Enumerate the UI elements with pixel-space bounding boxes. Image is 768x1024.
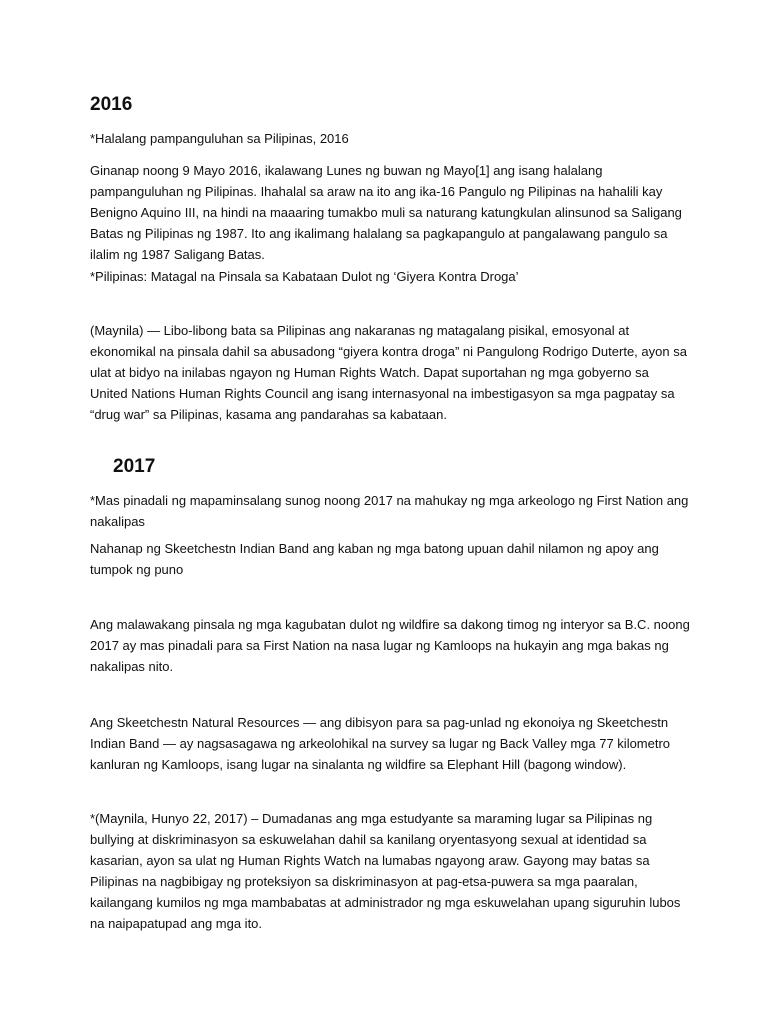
section-heading-drug-war: *Pilipinas: Matagal na Pinsala sa Kabataan Dulot ng ‘Giyera Kontra Droga’ [90, 269, 519, 284]
paragraph-stone-seats: Nahanap ng Skeetchestn Indian Band ang kaban ng mga batong upuan dahil nilamon ng apoy ang tumpok ng puno [90, 541, 659, 577]
paragraph-drug-war: (Maynila) — Libo-libong bata sa Pilipinas ang nakaranas ng matagalang pisikal, emosyonal at ekonomikal na pinsala dahil sa abusadong “giyera kontra droga” ni Pangulong Rodrigo Duterte, ayon sa ulat at bidyo na inilabas ngayon ng Human Rights Watch. Dapat suportahan ng mga gobyerno sa United Nations Human Rights Council ang isang internasyonal na imbestigasyon sa mga pagpatay sa “drug war” sa Pilipinas, kasama ang pandarahas sa kabataan. [90, 323, 687, 422]
paragraph-archaeological-survey: Ang Skeetchestn Natural Resources — ang dibisyon para sa pag-unlad ng ekonoiya ng Skeetchestn Indian Band — ay nagsasagawa ng arkeolohikal na survey sa lugar ng Back Valley mga 77 kilometro kanluran ng Kamloops, isang lugar na sinalanta ng wildfire sa Elephant Hill (bagong window). [90, 715, 671, 772]
paragraph-wildfire-damage: Ang malawakang pinsala ng mga kagubatan dulot ng wildfire sa dakong timog ng interyor sa B.C. noong 2017 ay mas pinadali para sa First Nation na nasa lugar ng Kamloops na hukayin ang mga bakas ng nakalipas nito. [90, 617, 690, 674]
paragraph-school-bullying: *(Maynila, Hunyo 22, 2017) – Dumadanas ang mga estudyante sa maraming lugar sa Pilipinas ng bullying at diskriminasyon sa eskuwelahan dahil sa kanilang oryentasyong sexual at identidad sa kasarian, ayon sa ulat ng Human Rights Watch na lumabas ngayong araw. Gayong may batas sa Pilipinas na nagbibigay ng proteksiyon sa diskriminasyon at pag-etsa-puwera sa mga paaralan, kailangang kumilos ng mga mambabatas at administrador ng mga eskuwelahan upang siguruhin lubos na naipapatupad ang mga ito. [90, 811, 681, 931]
section-heading-wildfire: *Mas pinadali ng mapaminsalang sunog noong 2017 na mahukay ng mga arkeologo ng First Nation ang nakalipas [90, 493, 689, 529]
year-heading-2017: 2017 [113, 456, 156, 477]
paragraph-election-2016: Ginanap noong 9 Mayo 2016, ikalawang Lunes ng buwan ng Mayo[1] ang isang halalang pampanguluhan ng Pilipinas. Ihahalal sa araw na ito ang ika-16 Pangulo ng Pilipinas na hahalili kay Benigno Aquino III, na hindi na maaaring tumakbo muli sa naturang katungkulan alinsunod sa Saligang Batas ng Pilipinas ng 1987. Ito ang ikalimang halalang sa pagkapangulo at pangalawang pangulo sa ilalim ng 1987 Saligang Batas. [90, 163, 682, 262]
year-heading-2016: 2016 [90, 94, 133, 115]
section-heading-election-2016: *Halalang pampanguluhan sa Pilipinas, 2016 [90, 131, 349, 146]
